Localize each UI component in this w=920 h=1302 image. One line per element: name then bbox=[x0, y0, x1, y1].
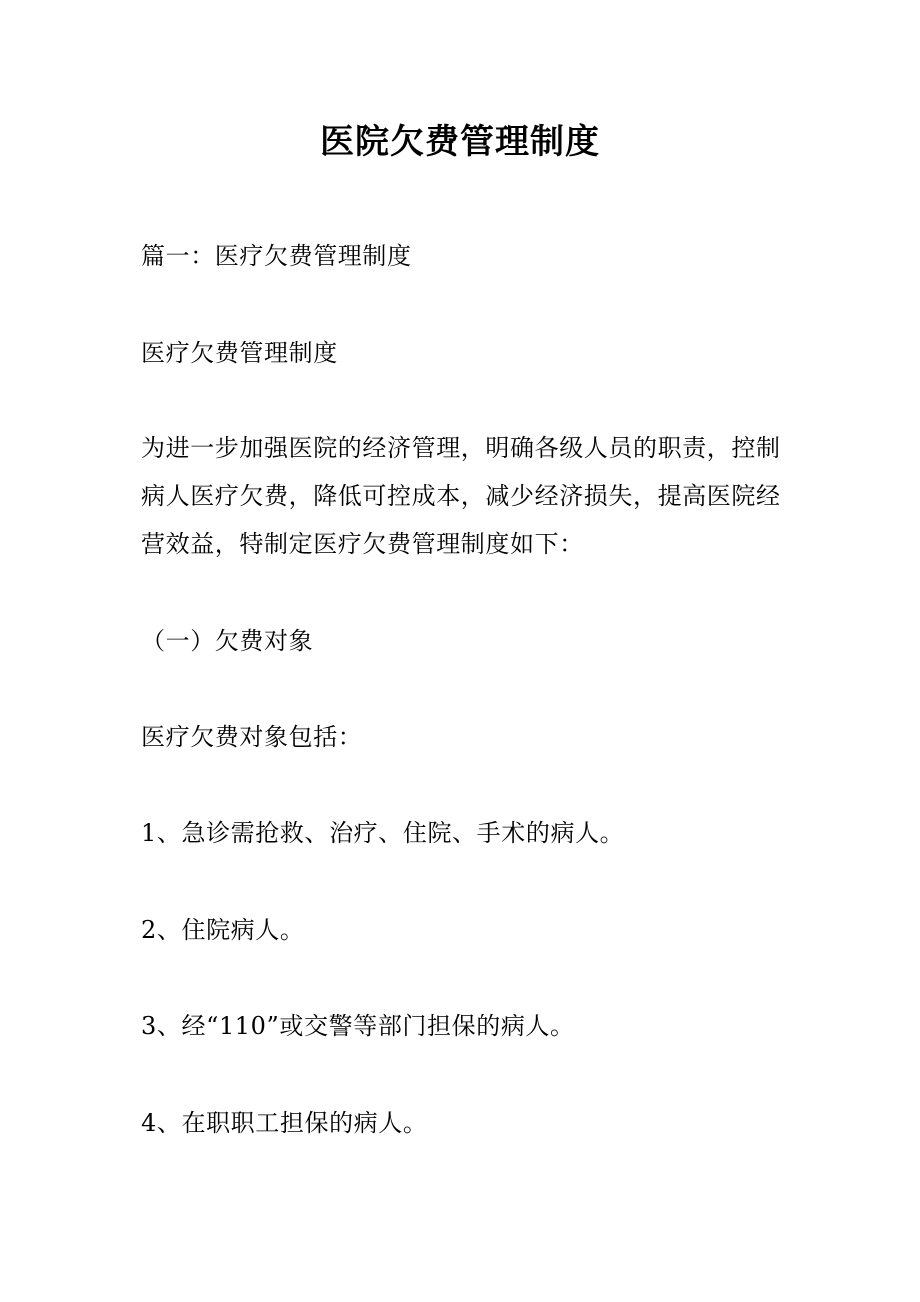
document-title: 医院欠费管理制度 bbox=[320, 122, 600, 162]
intro-line-1: 为进一步加强医院的经济管理，明确各级人员的职责，控制 bbox=[141, 434, 781, 462]
subtitle-paragraph: 医疗欠费管理制度 bbox=[141, 339, 338, 367]
list-item-2: 2、住院病人。 bbox=[141, 916, 305, 944]
section-heading-debt-objects: （一）欠费对象 bbox=[141, 627, 314, 655]
list-item-4: 4、在职职工担保的病人。 bbox=[141, 1109, 428, 1137]
intro-line-2: 病人医疗欠费，降低可控成本，减少经济损失，提高医院经 bbox=[141, 482, 781, 510]
intro-line-3: 营效益，特制定医疗欠费管理制度如下： bbox=[141, 530, 584, 558]
intro-paragraph bbox=[141, 424, 786, 568]
section-heading-part-one: 篇一：医疗欠费管理制度 bbox=[141, 242, 412, 270]
list-item-1: 1、急诊需抢救、治疗、住院、手术的病人。 bbox=[141, 819, 625, 847]
debt-objects-intro: 医疗欠费对象包括： bbox=[141, 723, 363, 751]
list-item-3: 3、经“110”或交警等部门担保的病人。 bbox=[141, 1012, 575, 1040]
